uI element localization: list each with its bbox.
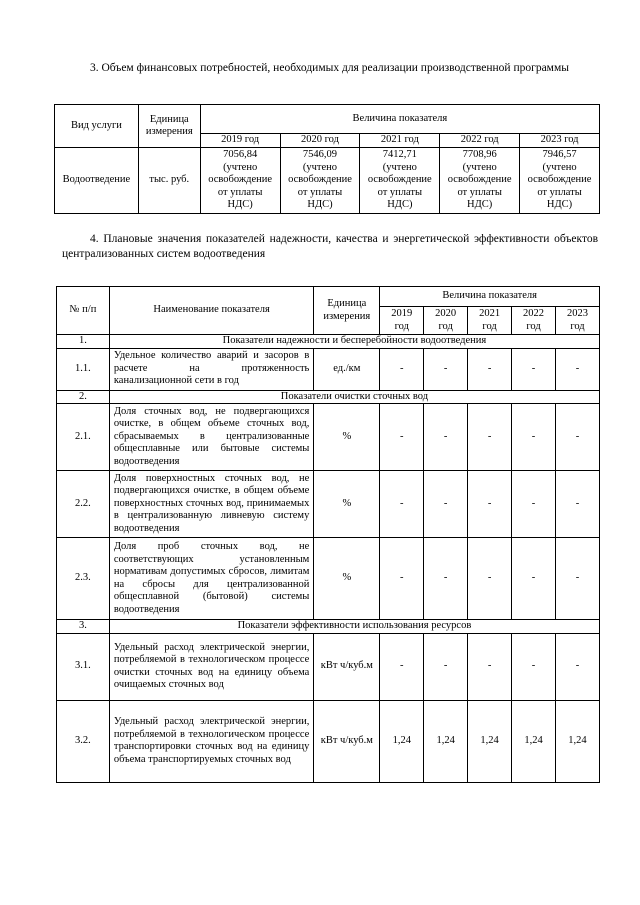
row-unit: % (314, 538, 380, 620)
value-cell (440, 148, 520, 214)
value-cell (360, 148, 440, 214)
row-value: - (512, 404, 556, 471)
year-header: 2019 год (380, 307, 424, 335)
value-note: (учтено освобождение от уплаты НДС) (208, 161, 273, 211)
year-header: 2022 год (440, 134, 520, 148)
row-unit: кВт ч/куб.м (314, 633, 380, 700)
row-name: Доля сточных вод, не подвергающихся очистке, в общем объеме сточных вод, сбрасываемых в централизованные общесплавные или бытовые системы водоотведения (109, 404, 313, 471)
value-cell (280, 148, 360, 214)
group-row (57, 620, 600, 634)
section-3-heading (62, 61, 598, 76)
unit-cell: тыс. руб. (138, 148, 200, 214)
row-value: - (424, 538, 468, 620)
value-note: (учтено освобождение от уплаты НДС) (288, 161, 352, 211)
row-value: - (380, 404, 424, 471)
service-cell: Водоотведение (55, 148, 139, 214)
group-title: Показатели эффективности использования ресурсов (109, 620, 599, 634)
row-unit: % (314, 471, 380, 538)
row-value: - (468, 471, 512, 538)
row-value: - (555, 404, 599, 471)
row-value: - (424, 348, 468, 390)
row-value: - (512, 538, 556, 620)
row-name: Доля поверхностных сточных вод, не подвергающихся очистке, в общем объеме поверхностных сточных вод, принимаемых в централизованную ливневую систему водоотведения (109, 471, 313, 538)
row-value: - (512, 633, 556, 700)
col-unit-header: Единица измерения (138, 105, 200, 148)
year-header: 2021 год (468, 307, 512, 335)
table-row (57, 348, 600, 390)
row-name: Удельный расход электрической энергии, потребляемой в технологическом процессе очистки сточных вод на единицу объема очищаемых сточных вод (109, 633, 313, 700)
row-name: Удельный расход электрической энергии, потребляемой в технологическом процессе транспортировки сточных вод на единицу объема транспортируемых сточных вод (109, 700, 313, 782)
row-value: - (512, 471, 556, 538)
value-note: (учтено освобождение от уплаты НДС) (367, 161, 432, 211)
value-note: (учтено освобождение от уплаты НДС) (527, 161, 592, 211)
col-value-header: Величина показателя (380, 287, 600, 307)
section-4-title: 4. Плановые значения показателей надежности, качества и энергетической эффективности объектов централизованных систем водоотведения (62, 233, 598, 260)
row-num: 2.2. (57, 471, 110, 538)
table-row (57, 471, 600, 538)
table-row (57, 633, 600, 700)
row-value: - (424, 471, 468, 538)
row-value: - (468, 538, 512, 620)
row-value: - (468, 404, 512, 471)
col-num-header: № п/п (57, 287, 110, 335)
row-name: Удельное количество аварий и засоров в расчете на протяженность канализационной сети в год (109, 348, 313, 390)
row-name: Доля проб сточных вод, не соответствующих установленным нормативам допустимых сбросов, лимитам на сбросы для централизованной общесплавной (бытовой) системы водоотведения (109, 538, 313, 620)
year-header: 2022 год (512, 307, 556, 335)
row-value: 1,24 (424, 700, 468, 782)
table-row (57, 404, 600, 471)
group-title: Показатели очистки сточных вод (109, 390, 599, 404)
row-value: - (512, 348, 556, 390)
row-unit: кВт ч/куб.м (314, 700, 380, 782)
year-header: 2023 год (520, 134, 600, 148)
group-num: 2. (57, 390, 110, 404)
row-num: 2.3. (57, 538, 110, 620)
row-value: - (380, 633, 424, 700)
value-cell (200, 148, 280, 214)
row-value: - (468, 633, 512, 700)
col-unit-header: Единица измерения (314, 287, 380, 335)
row-num: 3.2. (57, 700, 110, 782)
group-num: 3. (57, 620, 110, 634)
value-note: (учтено освобождение от уплаты НДС) (447, 161, 512, 211)
year-header: 2020 год (280, 134, 360, 148)
row-value: - (380, 471, 424, 538)
col-service-header: Вид услуги (55, 105, 139, 148)
row-value: 1,24 (512, 700, 556, 782)
section-3-title: 3. Объем финансовых потребностей, необходимых для реализации производственной программы (90, 62, 569, 74)
group-title: Показатели надежности и бесперебойности водоотведения (109, 335, 599, 349)
row-value: - (555, 538, 599, 620)
row-num: 1.1. (57, 348, 110, 390)
group-row (57, 390, 600, 404)
row-value: - (380, 538, 424, 620)
financial-needs-table (54, 104, 600, 214)
value-number: 7708,96 (462, 149, 497, 161)
year-header: 2020 год (424, 307, 468, 335)
row-value: - (424, 404, 468, 471)
row-value: 1,24 (555, 700, 599, 782)
group-row (57, 335, 600, 349)
table-row (57, 700, 600, 782)
row-value: - (555, 348, 599, 390)
value-number: 7546,09 (302, 149, 338, 161)
table-row (55, 148, 600, 214)
year-header: 2021 год (360, 134, 440, 148)
indicators-table (56, 286, 600, 783)
section-4-heading (62, 232, 598, 262)
row-value: - (424, 633, 468, 700)
value-number: 7412,71 (382, 149, 417, 161)
row-value: - (555, 471, 599, 538)
row-value: 1,24 (468, 700, 512, 782)
row-value: 1,24 (380, 700, 424, 782)
row-value: - (468, 348, 512, 390)
year-header: 2019 год (200, 134, 280, 148)
value-cell (520, 148, 600, 214)
table-row (57, 538, 600, 620)
group-num: 1. (57, 335, 110, 349)
col-value-header: Величина показателя (200, 105, 599, 134)
row-unit: ед./км (314, 348, 380, 390)
row-num: 2.1. (57, 404, 110, 471)
value-number: 7946,57 (542, 149, 577, 161)
col-name-header: Наименование показателя (109, 287, 313, 335)
row-value: - (555, 633, 599, 700)
year-header: 2023 год (555, 307, 599, 335)
value-number: 7056,84 (223, 149, 258, 161)
row-num: 3.1. (57, 633, 110, 700)
row-unit: % (314, 404, 380, 471)
row-value: - (380, 348, 424, 390)
